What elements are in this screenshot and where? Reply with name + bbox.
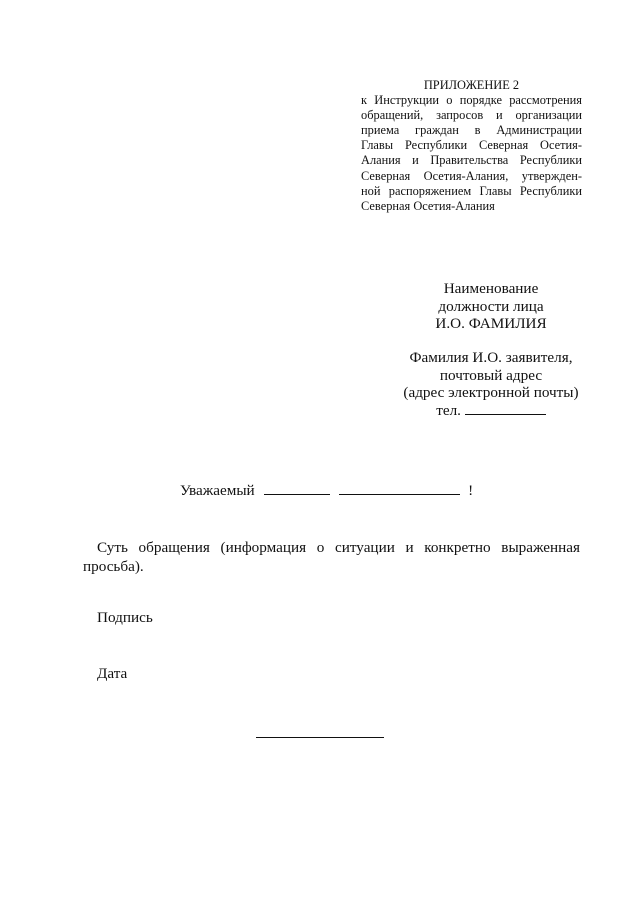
separator-line xyxy=(256,737,384,738)
annex-line: обращений, запросов и организации xyxy=(361,108,582,123)
signature-label: Подпись xyxy=(97,609,153,626)
applicant-name-line: Фамилия И.О. заявителя, xyxy=(409,349,573,366)
addressee-position-line2: должности лица xyxy=(438,297,544,315)
applicant-phone-line xyxy=(362,402,620,420)
salutation-prefix: Уважаемый xyxy=(180,482,255,499)
phone-blank xyxy=(465,402,546,415)
applicant-postal-address: почтовый адрес xyxy=(439,366,543,384)
addressee-name: И.О. ФАМИЛИЯ xyxy=(435,315,547,333)
appeal-body xyxy=(83,538,580,576)
name-blank xyxy=(264,481,330,495)
date-label: Дата xyxy=(97,665,128,682)
salutation-suffix: ! xyxy=(468,482,474,499)
phone-label: тел. xyxy=(436,401,461,419)
appeal-body-line1: Суть обращения (информация о ситуации и конкретно выраженная xyxy=(97,539,580,556)
annex-line: ной распоряжением Главы Республики xyxy=(361,183,582,198)
annex-block xyxy=(361,78,582,214)
annex-title: ПРИЛОЖЕНИЕ 2 xyxy=(423,78,520,92)
salutation xyxy=(180,481,473,500)
annex-line: Алания и Правительства Республики xyxy=(361,153,582,168)
annex-line: Северная Осетия-Алания, утвержден- xyxy=(361,168,582,183)
addressee-position-line1: Наименование xyxy=(443,280,539,297)
applicant-email: (адрес электронной почты) xyxy=(403,384,579,402)
annex-line: Главы Республики Северная Осетия- xyxy=(361,138,582,153)
annex-line: Северная Осетия-Алания xyxy=(361,198,495,213)
annex-line: к Инструкции о порядке рассмотрения xyxy=(361,93,582,108)
appeal-body-line2: просьба). xyxy=(83,558,144,575)
annex-line: приема граждан в Администрации xyxy=(361,123,582,138)
applicant-block xyxy=(362,349,620,419)
addressee-block xyxy=(362,280,620,333)
surname-blank xyxy=(339,481,460,495)
